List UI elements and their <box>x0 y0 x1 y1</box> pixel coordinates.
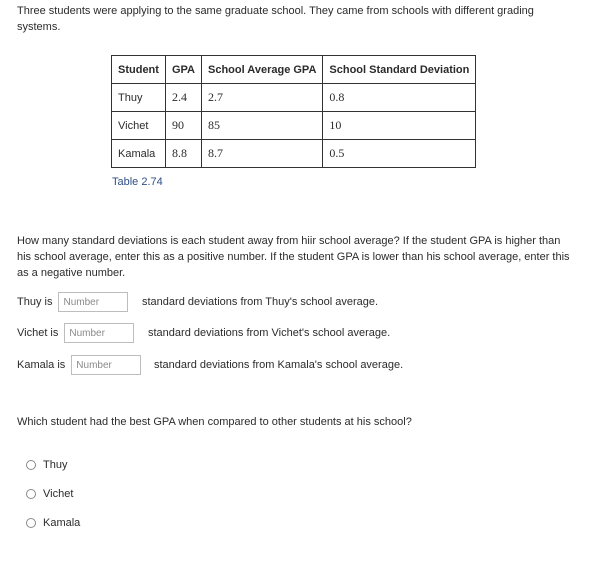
thuy-number-input[interactable] <box>58 292 128 312</box>
answer-suffix: standard deviations from Kamala's school average. <box>154 359 404 371</box>
cell-average: 85 <box>201 112 322 140</box>
cell-gpa: 2.4 <box>165 84 201 112</box>
header-school-average: School Average GPA <box>201 56 322 84</box>
answer-row-kamala <box>17 354 404 376</box>
answer-row-thuy <box>17 291 379 313</box>
cell-std: 0.5 <box>323 140 476 168</box>
radio-button-icon[interactable] <box>26 489 36 499</box>
answer-label: Kamala is <box>17 359 66 371</box>
option-label: Vichet <box>43 488 74 500</box>
option-label: Kamala <box>43 517 81 529</box>
table-row <box>112 84 476 112</box>
cell-average: 8.7 <box>201 140 322 168</box>
answer-suffix: standard deviations from Vichet's school average. <box>148 327 391 339</box>
header-student: Student <box>112 56 166 84</box>
answer-suffix: standard deviations from Thuy's school average. <box>142 296 379 308</box>
option-vichet[interactable] <box>26 488 73 500</box>
option-kamala[interactable] <box>26 517 80 529</box>
table-caption: Table 2.74 <box>112 176 163 188</box>
cell-std: 10 <box>323 112 476 140</box>
data-table <box>111 55 476 168</box>
cell-gpa: 90 <box>165 112 201 140</box>
header-school-std: School Standard Deviation <box>323 56 476 84</box>
radio-button-icon[interactable] <box>26 460 36 470</box>
table-row <box>112 140 476 168</box>
problem-intro: Three students were applying to the same graduate school. They came from schools with different grading systems. <box>17 5 534 33</box>
header-gpa: GPA <box>165 56 201 84</box>
answer-label: Thuy is <box>17 296 53 308</box>
question-text: How many standard deviations is each student away from hiir school average? If the student GPA is higher than his school average, enter this as a positive number. If the student GPA is lower than his school average, enter this as a negative number. <box>17 235 570 279</box>
vichet-number-input[interactable] <box>64 323 134 343</box>
cell-std: 0.8 <box>323 84 476 112</box>
answer-row-vichet <box>17 322 391 344</box>
option-thuy[interactable] <box>26 459 67 471</box>
answer-label: Vichet is <box>17 327 59 339</box>
cell-average: 2.7 <box>201 84 322 112</box>
table-row <box>112 112 476 140</box>
radio-button-icon[interactable] <box>26 518 36 528</box>
kamala-number-input[interactable] <box>71 355 141 375</box>
option-label: Thuy <box>43 459 68 471</box>
table-header-row <box>112 56 476 84</box>
cell-student: Vichet <box>112 112 166 140</box>
cell-student: Kamala <box>112 140 166 168</box>
cell-student: Thuy <box>112 84 166 112</box>
question-2-text: Which student had the best GPA when compared to other students at his school? <box>17 416 412 428</box>
cell-gpa: 8.8 <box>165 140 201 168</box>
